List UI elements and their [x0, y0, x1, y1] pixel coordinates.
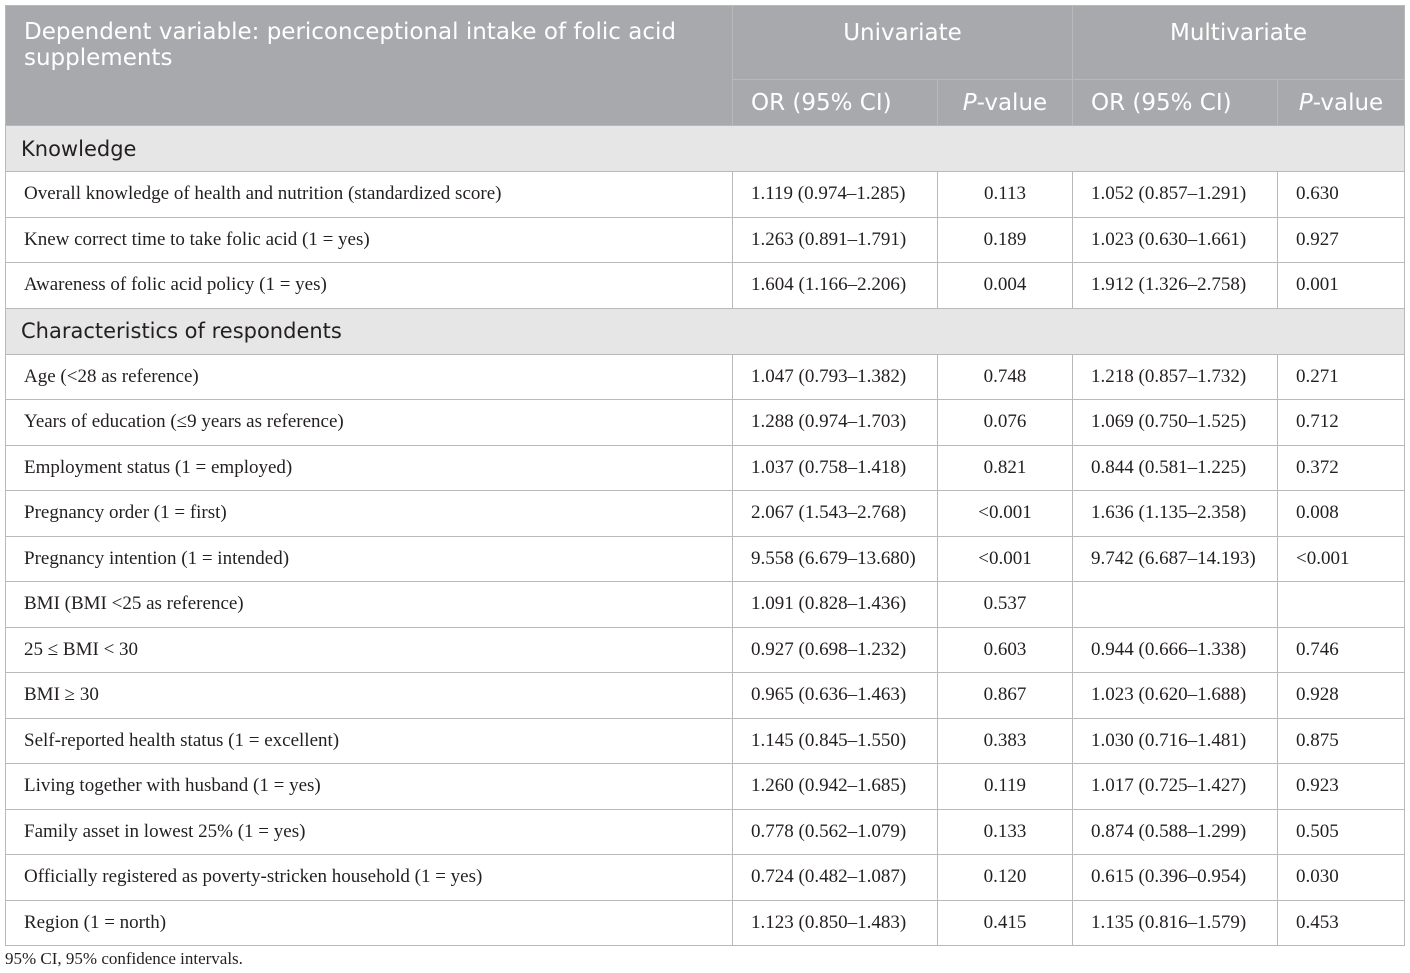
univariate-p-header — [938, 80, 1073, 126]
univariate-p-cell: 0.821 — [938, 445, 1073, 491]
variable-cell: Pregnancy order (1 = first) — [6, 491, 733, 537]
multivariate-or-cell: 1.135 (0.816–1.579) — [1073, 900, 1278, 946]
multivariate-p-cell: 0.875 — [1278, 718, 1405, 764]
univariate-p-cell: 0.537 — [938, 582, 1073, 628]
regression-results-table — [5, 5, 1405, 946]
table-row — [6, 673, 1405, 719]
univariate-p-cell: 0.119 — [938, 764, 1073, 810]
univariate-p-cell: 0.415 — [938, 900, 1073, 946]
variable-cell: Family asset in lowest 25% (1 = yes) — [6, 809, 733, 855]
univariate-or-cell: 9.558 (6.679–13.680) — [733, 536, 938, 582]
table-row — [6, 217, 1405, 263]
univariate-or-cell: 0.927 (0.698–1.232) — [733, 627, 938, 673]
multivariate-or-cell: 0.615 (0.396–0.954) — [1073, 855, 1278, 901]
variable-cell: Pregnancy intention (1 = intended) — [6, 536, 733, 582]
univariate-or-cell: 2.067 (1.543–2.768) — [733, 491, 938, 537]
table-row — [6, 855, 1405, 901]
variable-cell: 25 ≤ BMI < 30 — [6, 627, 733, 673]
multivariate-or-header: OR (95% CI) — [1073, 80, 1278, 126]
multivariate-p-cell: 0.008 — [1278, 491, 1405, 537]
univariate-or-cell: 1.604 (1.166–2.206) — [733, 263, 938, 309]
multivariate-p-cell: 0.630 — [1278, 172, 1405, 218]
multivariate-or-cell: 1.017 (0.725–1.427) — [1073, 764, 1278, 810]
section-title: Knowledge — [6, 126, 1405, 172]
multivariate-or-cell: 0.844 (0.581–1.225) — [1073, 445, 1278, 491]
table-row — [6, 445, 1405, 491]
variable-cell: Years of education (≤9 years as reference) — [6, 400, 733, 446]
dependent-variable-header: Dependent variable: periconceptional intake of folic acid supplements — [6, 6, 733, 126]
table-body — [6, 126, 1405, 946]
variable-cell: Living together with husband (1 = yes) — [6, 764, 733, 810]
variable-cell: BMI (BMI <25 as reference) — [6, 582, 733, 628]
univariate-or-cell: 1.288 (0.974–1.703) — [733, 400, 938, 446]
variable-cell: Employment status (1 = employed) — [6, 445, 733, 491]
univariate-or-cell: 0.724 (0.482–1.087) — [733, 855, 938, 901]
variable-cell: Awareness of folic acid policy (1 = yes) — [6, 263, 733, 309]
multivariate-p-cell — [1278, 582, 1405, 628]
multivariate-or-cell — [1073, 582, 1278, 628]
univariate-p-cell: 0.120 — [938, 855, 1073, 901]
univariate-or-cell: 1.037 (0.758–1.418) — [733, 445, 938, 491]
table-header — [6, 6, 1405, 126]
univariate-p-cell: 0.133 — [938, 809, 1073, 855]
variable-cell: Knew correct time to take folic acid (1 = yes) — [6, 217, 733, 263]
univariate-p-cell: <0.001 — [938, 536, 1073, 582]
univariate-p-cell: 0.867 — [938, 673, 1073, 719]
multivariate-or-cell: 0.874 (0.588–1.299) — [1073, 809, 1278, 855]
univariate-or-cell: 0.778 (0.562–1.079) — [733, 809, 938, 855]
multivariate-or-cell: 1.636 (1.135–2.358) — [1073, 491, 1278, 537]
multivariate-or-cell: 1.023 (0.620–1.688) — [1073, 673, 1278, 719]
univariate-header: Univariate — [733, 6, 1073, 80]
univariate-or-cell: 1.123 (0.850–1.483) — [733, 900, 938, 946]
table-footnote: 95% CI, 95% confidence intervals. — [5, 949, 243, 968]
variable-cell: Age (<28 as reference) — [6, 354, 733, 400]
univariate-or-cell: 0.965 (0.636–1.463) — [733, 673, 938, 719]
multivariate-or-cell: 9.742 (6.687–14.193) — [1073, 536, 1278, 582]
results-table-container — [5, 5, 1404, 946]
univariate-or-cell: 1.091 (0.828–1.436) — [733, 582, 938, 628]
multivariate-or-cell: 0.944 (0.666–1.338) — [1073, 627, 1278, 673]
univariate-or-cell: 1.145 (0.845–1.550) — [733, 718, 938, 764]
univariate-p-cell: 0.113 — [938, 172, 1073, 218]
table-row — [6, 400, 1405, 446]
variable-cell: Region (1 = north) — [6, 900, 733, 946]
table-row — [6, 263, 1405, 309]
table-row — [6, 491, 1405, 537]
multivariate-p-cell: 0.372 — [1278, 445, 1405, 491]
univariate-or-cell: 1.260 (0.942–1.685) — [733, 764, 938, 810]
table-row — [6, 627, 1405, 673]
variable-cell: Overall knowledge of health and nutrition (standardized score) — [6, 172, 733, 218]
multivariate-or-cell: 1.030 (0.716–1.481) — [1073, 718, 1278, 764]
p-italic: P — [962, 89, 977, 116]
multivariate-or-cell: 1.069 (0.750–1.525) — [1073, 400, 1278, 446]
variable-cell: Self-reported health status (1 = excellent) — [6, 718, 733, 764]
univariate-or-cell: 1.047 (0.793–1.382) — [733, 354, 938, 400]
p-suffix: -value — [1312, 89, 1384, 116]
multivariate-p-header — [1278, 80, 1405, 126]
univariate-or-header: OR (95% CI) — [733, 80, 938, 126]
univariate-or-cell: 1.119 (0.974–1.285) — [733, 172, 938, 218]
univariate-p-cell: 0.076 — [938, 400, 1073, 446]
univariate-p-cell: <0.001 — [938, 491, 1073, 537]
multivariate-or-cell: 1.912 (1.326–2.758) — [1073, 263, 1278, 309]
variable-cell: BMI ≥ 30 — [6, 673, 733, 719]
variable-cell: Officially registered as poverty-stricken household (1 = yes) — [6, 855, 733, 901]
table-row — [6, 809, 1405, 855]
univariate-or-cell: 1.263 (0.891–1.791) — [733, 217, 938, 263]
multivariate-header: Multivariate — [1073, 6, 1405, 80]
table-row — [6, 172, 1405, 218]
table-row — [6, 354, 1405, 400]
univariate-p-cell: 0.189 — [938, 217, 1073, 263]
table-row — [6, 536, 1405, 582]
multivariate-p-cell: 0.001 — [1278, 263, 1405, 309]
table-row — [6, 718, 1405, 764]
table-row — [6, 764, 1405, 810]
section-row — [6, 308, 1405, 354]
multivariate-p-cell: 0.271 — [1278, 354, 1405, 400]
multivariate-p-cell: 0.927 — [1278, 217, 1405, 263]
multivariate-p-cell: 0.030 — [1278, 855, 1405, 901]
multivariate-or-cell: 1.052 (0.857–1.291) — [1073, 172, 1278, 218]
section-row — [6, 126, 1405, 172]
multivariate-p-cell: 0.746 — [1278, 627, 1405, 673]
multivariate-p-cell: 0.453 — [1278, 900, 1405, 946]
univariate-p-cell: 0.748 — [938, 354, 1073, 400]
multivariate-p-cell: 0.923 — [1278, 764, 1405, 810]
univariate-p-cell: 0.383 — [938, 718, 1073, 764]
p-italic: P — [1298, 89, 1313, 116]
multivariate-p-cell: 0.928 — [1278, 673, 1405, 719]
section-title: Characteristics of respondents — [6, 308, 1405, 354]
univariate-p-cell: 0.603 — [938, 627, 1073, 673]
multivariate-p-cell: 0.712 — [1278, 400, 1405, 446]
table-row — [6, 582, 1405, 628]
multivariate-or-cell: 1.218 (0.857–1.732) — [1073, 354, 1278, 400]
table-row — [6, 900, 1405, 946]
univariate-p-cell: 0.004 — [938, 263, 1073, 309]
multivariate-or-cell: 1.023 (0.630–1.661) — [1073, 217, 1278, 263]
p-suffix: -value — [976, 89, 1048, 116]
multivariate-p-cell: 0.505 — [1278, 809, 1405, 855]
multivariate-p-cell: <0.001 — [1278, 536, 1405, 582]
